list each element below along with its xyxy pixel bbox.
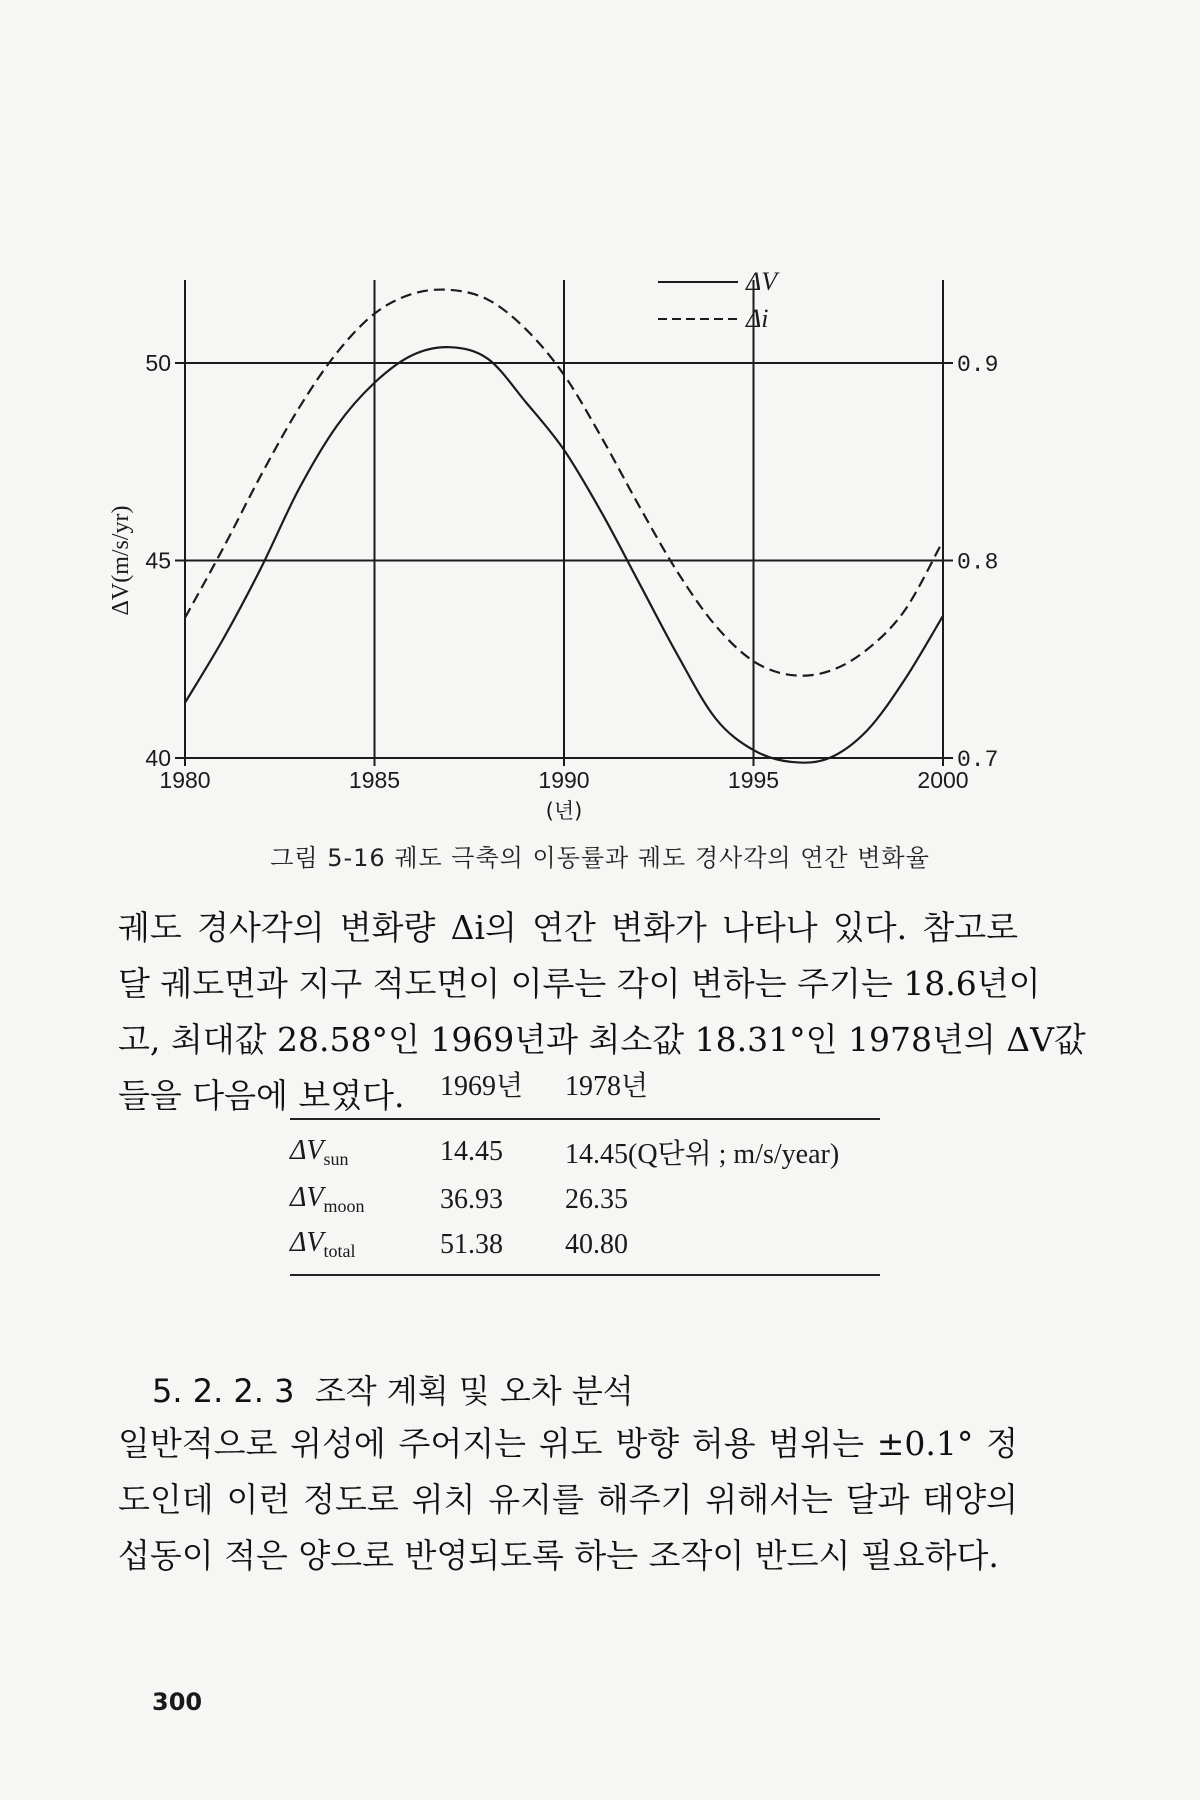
chart-legend — [658, 267, 780, 333]
paragraph-line: 달 궤도면과 지구 적도면이 이루는 각이 변하는 주기는 18.6년이 — [118, 964, 1041, 1003]
y2-tick-label: 0.8 — [957, 549, 999, 576]
x-tick-label: 1990 — [538, 767, 590, 793]
paragraph-line: 섭동이 적은 양으로 반영되도록 하는 조작이 반드시 필요하다. — [118, 1536, 999, 1575]
table-row — [290, 1177, 880, 1222]
section-title: 조작 계획 및 오차 분석 — [314, 1372, 634, 1410]
table-row — [290, 1119, 880, 1177]
delta-v-table — [290, 1058, 880, 1276]
row-subscript: moon — [323, 1196, 365, 1216]
row-label: ΔV — [290, 1134, 324, 1166]
table-header-row — [290, 1058, 880, 1119]
paragraph-line: 들을 다음에 보였다. — [118, 1076, 405, 1115]
cell-1969: 51.38 — [440, 1222, 565, 1275]
table-row — [290, 1222, 880, 1275]
table-header-1978: 1978년 — [565, 1058, 880, 1119]
page-number: 300 — [152, 1688, 203, 1716]
chart-grid — [175, 280, 953, 766]
y-tick-label: 40 — [145, 745, 171, 771]
x-tick-label: 1995 — [727, 767, 780, 793]
section-number: 5. 2. 2. 3 — [152, 1372, 295, 1410]
x-tick-label: 1980 — [159, 767, 211, 793]
row-subscript: total — [323, 1241, 356, 1261]
section-heading — [152, 1366, 634, 1412]
y2-tick-label: 0.7 — [957, 747, 999, 773]
cell-1969: 36.93 — [440, 1183, 503, 1215]
paragraph-line: 일반적으로 위성에 주어지는 위도 방향 허용 범위는 ±0.1° 정 — [118, 1424, 1018, 1463]
legend-label: ΔV — [746, 267, 778, 296]
row-label: ΔV — [290, 1227, 324, 1258]
y-tick-label: 45 — [145, 547, 171, 574]
paragraph-line: 궤도 경사각의 변화량 Δi의 연간 변화가 나타나 있다. 참고로 — [118, 908, 1018, 947]
cell-1978: 26.35 — [565, 1183, 628, 1215]
x-tick-label: 1985 — [348, 767, 401, 793]
cell-1969: 14.45 — [440, 1136, 503, 1167]
row-subscript: sun — [323, 1148, 349, 1169]
figure-caption: 그림 5-16 궤도 극축의 이동률과 궤도 경사각의 연간 변화율 — [270, 844, 930, 872]
cell-1978: 14.45(Q단위 ; m/s/year) — [565, 1139, 840, 1170]
y2-tick-label: 0.9 — [957, 352, 999, 378]
x-tick-label: 2000 — [917, 767, 969, 793]
paragraph-body — [118, 1416, 1018, 1584]
y-tick-label: 50 — [145, 350, 171, 376]
cell-1978: 40.80 — [565, 1222, 880, 1275]
paragraph-line: 도인데 이런 정도로 위치 유지를 해주기 위해서는 달과 태양의 — [118, 1480, 1018, 1519]
table-header-1969: 1969년 — [440, 1058, 565, 1119]
table-header-empty — [290, 1058, 440, 1119]
row-label: ΔV — [290, 1182, 324, 1213]
paragraph-line: 고, 최대값 28.58°인 1969년과 최소값 18.31°인 1978년의 ΔV값 — [118, 1020, 1086, 1059]
y-axis-label: ΔV(m/s/yr) — [108, 505, 134, 616]
chart-ticks — [108, 350, 998, 823]
orbit-variation-chart — [0, 0, 1200, 830]
x-axis-label: (년) — [545, 799, 583, 823]
legend-label: Δi — [746, 304, 769, 333]
